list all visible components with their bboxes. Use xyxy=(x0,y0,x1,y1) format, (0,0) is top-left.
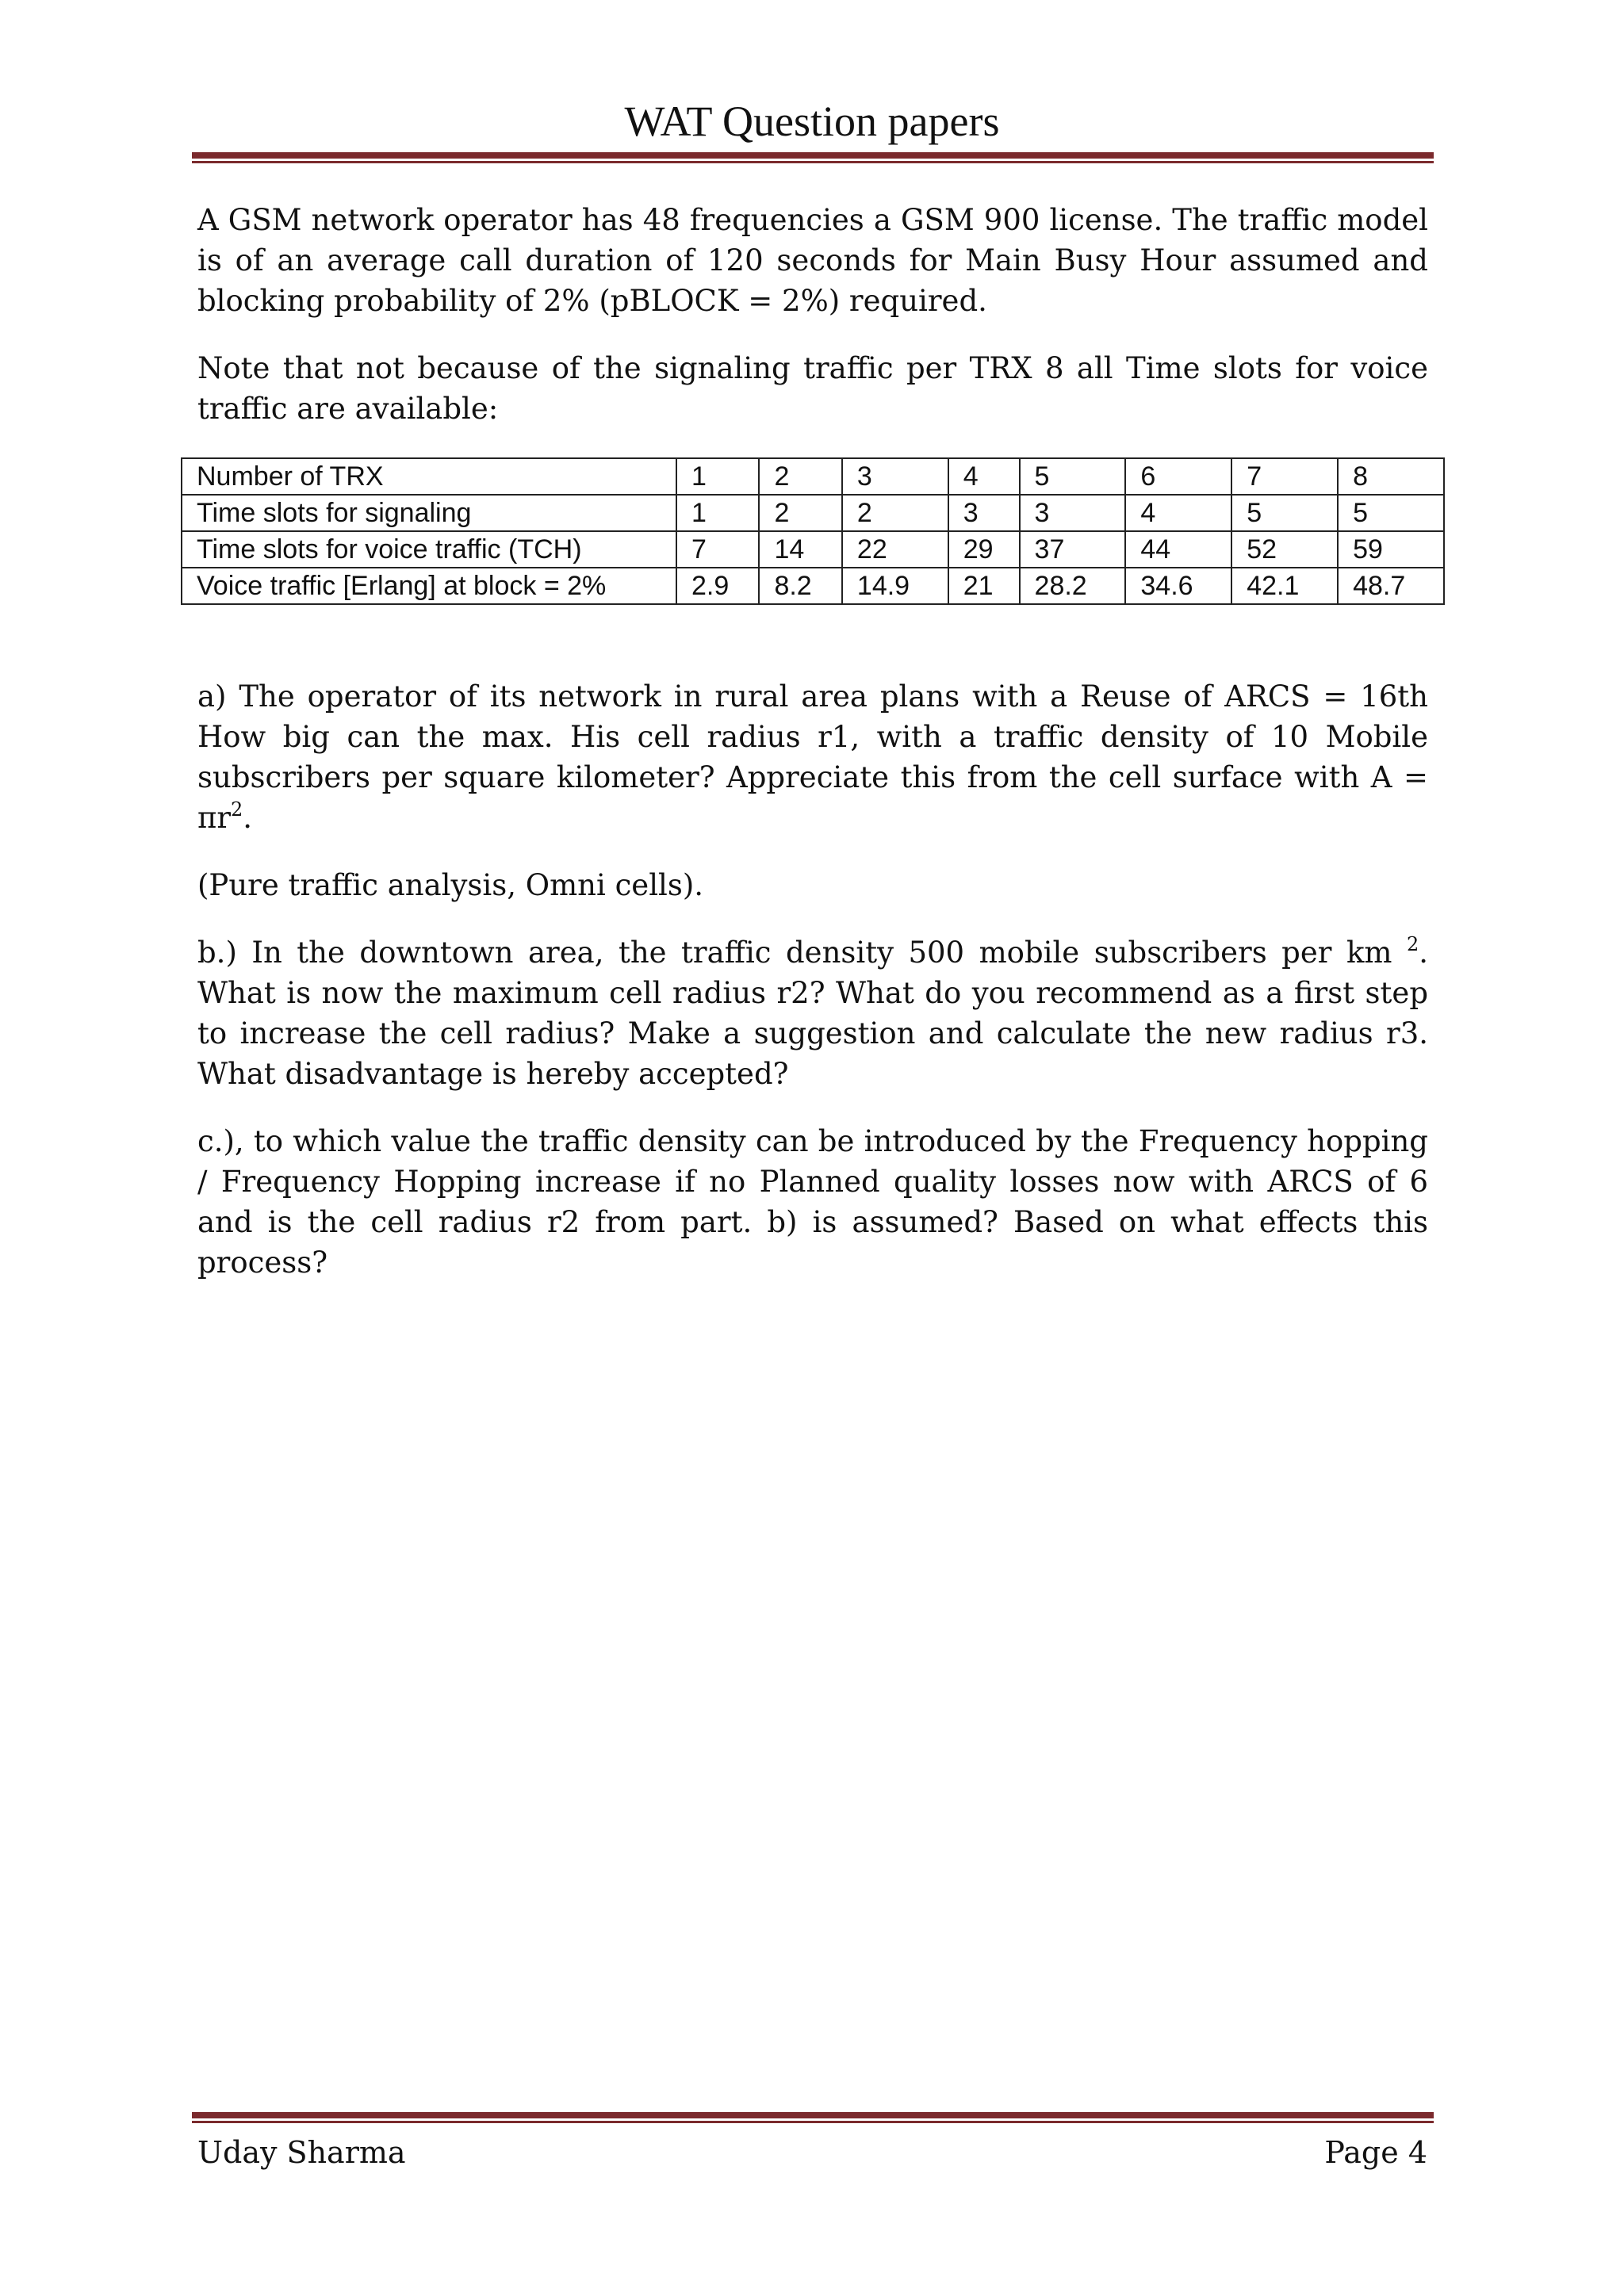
table-cell: 37 xyxy=(1020,531,1126,568)
table-cell: 28.2 xyxy=(1020,568,1126,604)
table-cell: 3 xyxy=(842,458,948,495)
question-a-note: (Pure traffic analysis, Omni cells). xyxy=(197,868,704,902)
question-b xyxy=(197,932,1428,1094)
question-c: c.), to which value the traffic density can be introduced by the Frequency hopping / Frequency Hopping increase if no Planned quality losses now with ARCS of 6 and is the cell radius r2 from part. b) is assumed? Based on what effects this process? xyxy=(197,1124,1428,1280)
question-a xyxy=(197,676,1428,838)
table-cell: 2.9 xyxy=(676,568,759,604)
table-cell: 2 xyxy=(759,458,841,495)
table-row xyxy=(182,531,1444,568)
table-cell: 21 xyxy=(948,568,1020,604)
header-divider xyxy=(192,152,1434,163)
table-cell: 5 xyxy=(1020,458,1126,495)
table-cell: 44 xyxy=(1125,531,1231,568)
superscript: 2 xyxy=(1406,932,1419,955)
table-row-label: Time slots for voice traffic (TCH) xyxy=(182,531,676,568)
page-number: Page 4 xyxy=(1324,2135,1427,2170)
table-row-label: Voice traffic [Erlang] at block = 2% xyxy=(182,568,676,604)
table-cell: 34.6 xyxy=(1125,568,1231,604)
table-cell: 3 xyxy=(948,495,1020,531)
table-cell: 48.7 xyxy=(1338,568,1444,604)
table-row-label: Time slots for signaling xyxy=(182,495,676,531)
footer-author: Uday Sharma xyxy=(197,2135,406,2170)
trx-traffic-table xyxy=(181,457,1445,605)
table-cell: 2 xyxy=(759,495,841,531)
intro-paragraph-2: Note that not because of the signaling traffic per TRX 8 all Time slots for voice traffic are available: xyxy=(197,351,1428,426)
table-row-label: Number of TRX xyxy=(182,458,676,495)
question-b-text-1: b.) In the downtown area, the traffic density 500 mobile subscribers per km xyxy=(197,936,1392,970)
question-a-end: . xyxy=(243,801,253,835)
table-cell: 8 xyxy=(1338,458,1444,495)
table-cell: 3 xyxy=(1020,495,1126,531)
table-cell: 29 xyxy=(948,531,1020,568)
table-cell: 14.9 xyxy=(842,568,948,604)
questions-section xyxy=(197,676,1428,1310)
table-cell: 52 xyxy=(1231,531,1338,568)
page-title: WAT Question papers xyxy=(624,98,1000,145)
table-cell: 6 xyxy=(1125,458,1231,495)
table-cell: 5 xyxy=(1338,495,1444,531)
table-cell: 22 xyxy=(842,531,948,568)
table-cell: 8.2 xyxy=(759,568,841,604)
table-cell: 2 xyxy=(842,495,948,531)
question-a-text: a) The operator of its network in rural area plans with a Reuse of ARCS = 16th How big can the max. His cell radius r1, with a traffic density of 10 Mobile subscribers per square kilometer? Appreciate this from the cell surface with A = πr xyxy=(197,679,1428,835)
footer-divider xyxy=(192,2112,1434,2123)
superscript: 2 xyxy=(231,798,243,821)
table-cell: 7 xyxy=(1231,458,1338,495)
table-cell: 5 xyxy=(1231,495,1338,531)
table-cell: 14 xyxy=(759,531,841,568)
intro-paragraph-1: A GSM network operator has 48 frequencies a GSM 900 license. The traffic model is of an average call duration of 120 seconds for Main Busy Hour assumed and blocking probability of 2% (pBLOCK = 2%) required. xyxy=(197,203,1428,318)
table-row xyxy=(182,495,1444,531)
table-cell: 4 xyxy=(1125,495,1231,531)
table-cell: 42.1 xyxy=(1231,568,1338,604)
table-cell: 59 xyxy=(1338,531,1444,568)
intro-section xyxy=(197,200,1428,429)
table-row xyxy=(182,568,1444,604)
table-cell: 7 xyxy=(676,531,759,568)
table-cell: 4 xyxy=(948,458,1020,495)
table-cell: 1 xyxy=(676,495,759,531)
table-row xyxy=(182,458,1444,495)
table-cell: 1 xyxy=(676,458,759,495)
question-b-text-2: . What is now the maximum cell radius r2? What do you recommend as a first step to increase the cell radius? Make a suggestion and calculate the new radius r3. What disadvantage is hereby accepted? xyxy=(197,936,1428,1091)
